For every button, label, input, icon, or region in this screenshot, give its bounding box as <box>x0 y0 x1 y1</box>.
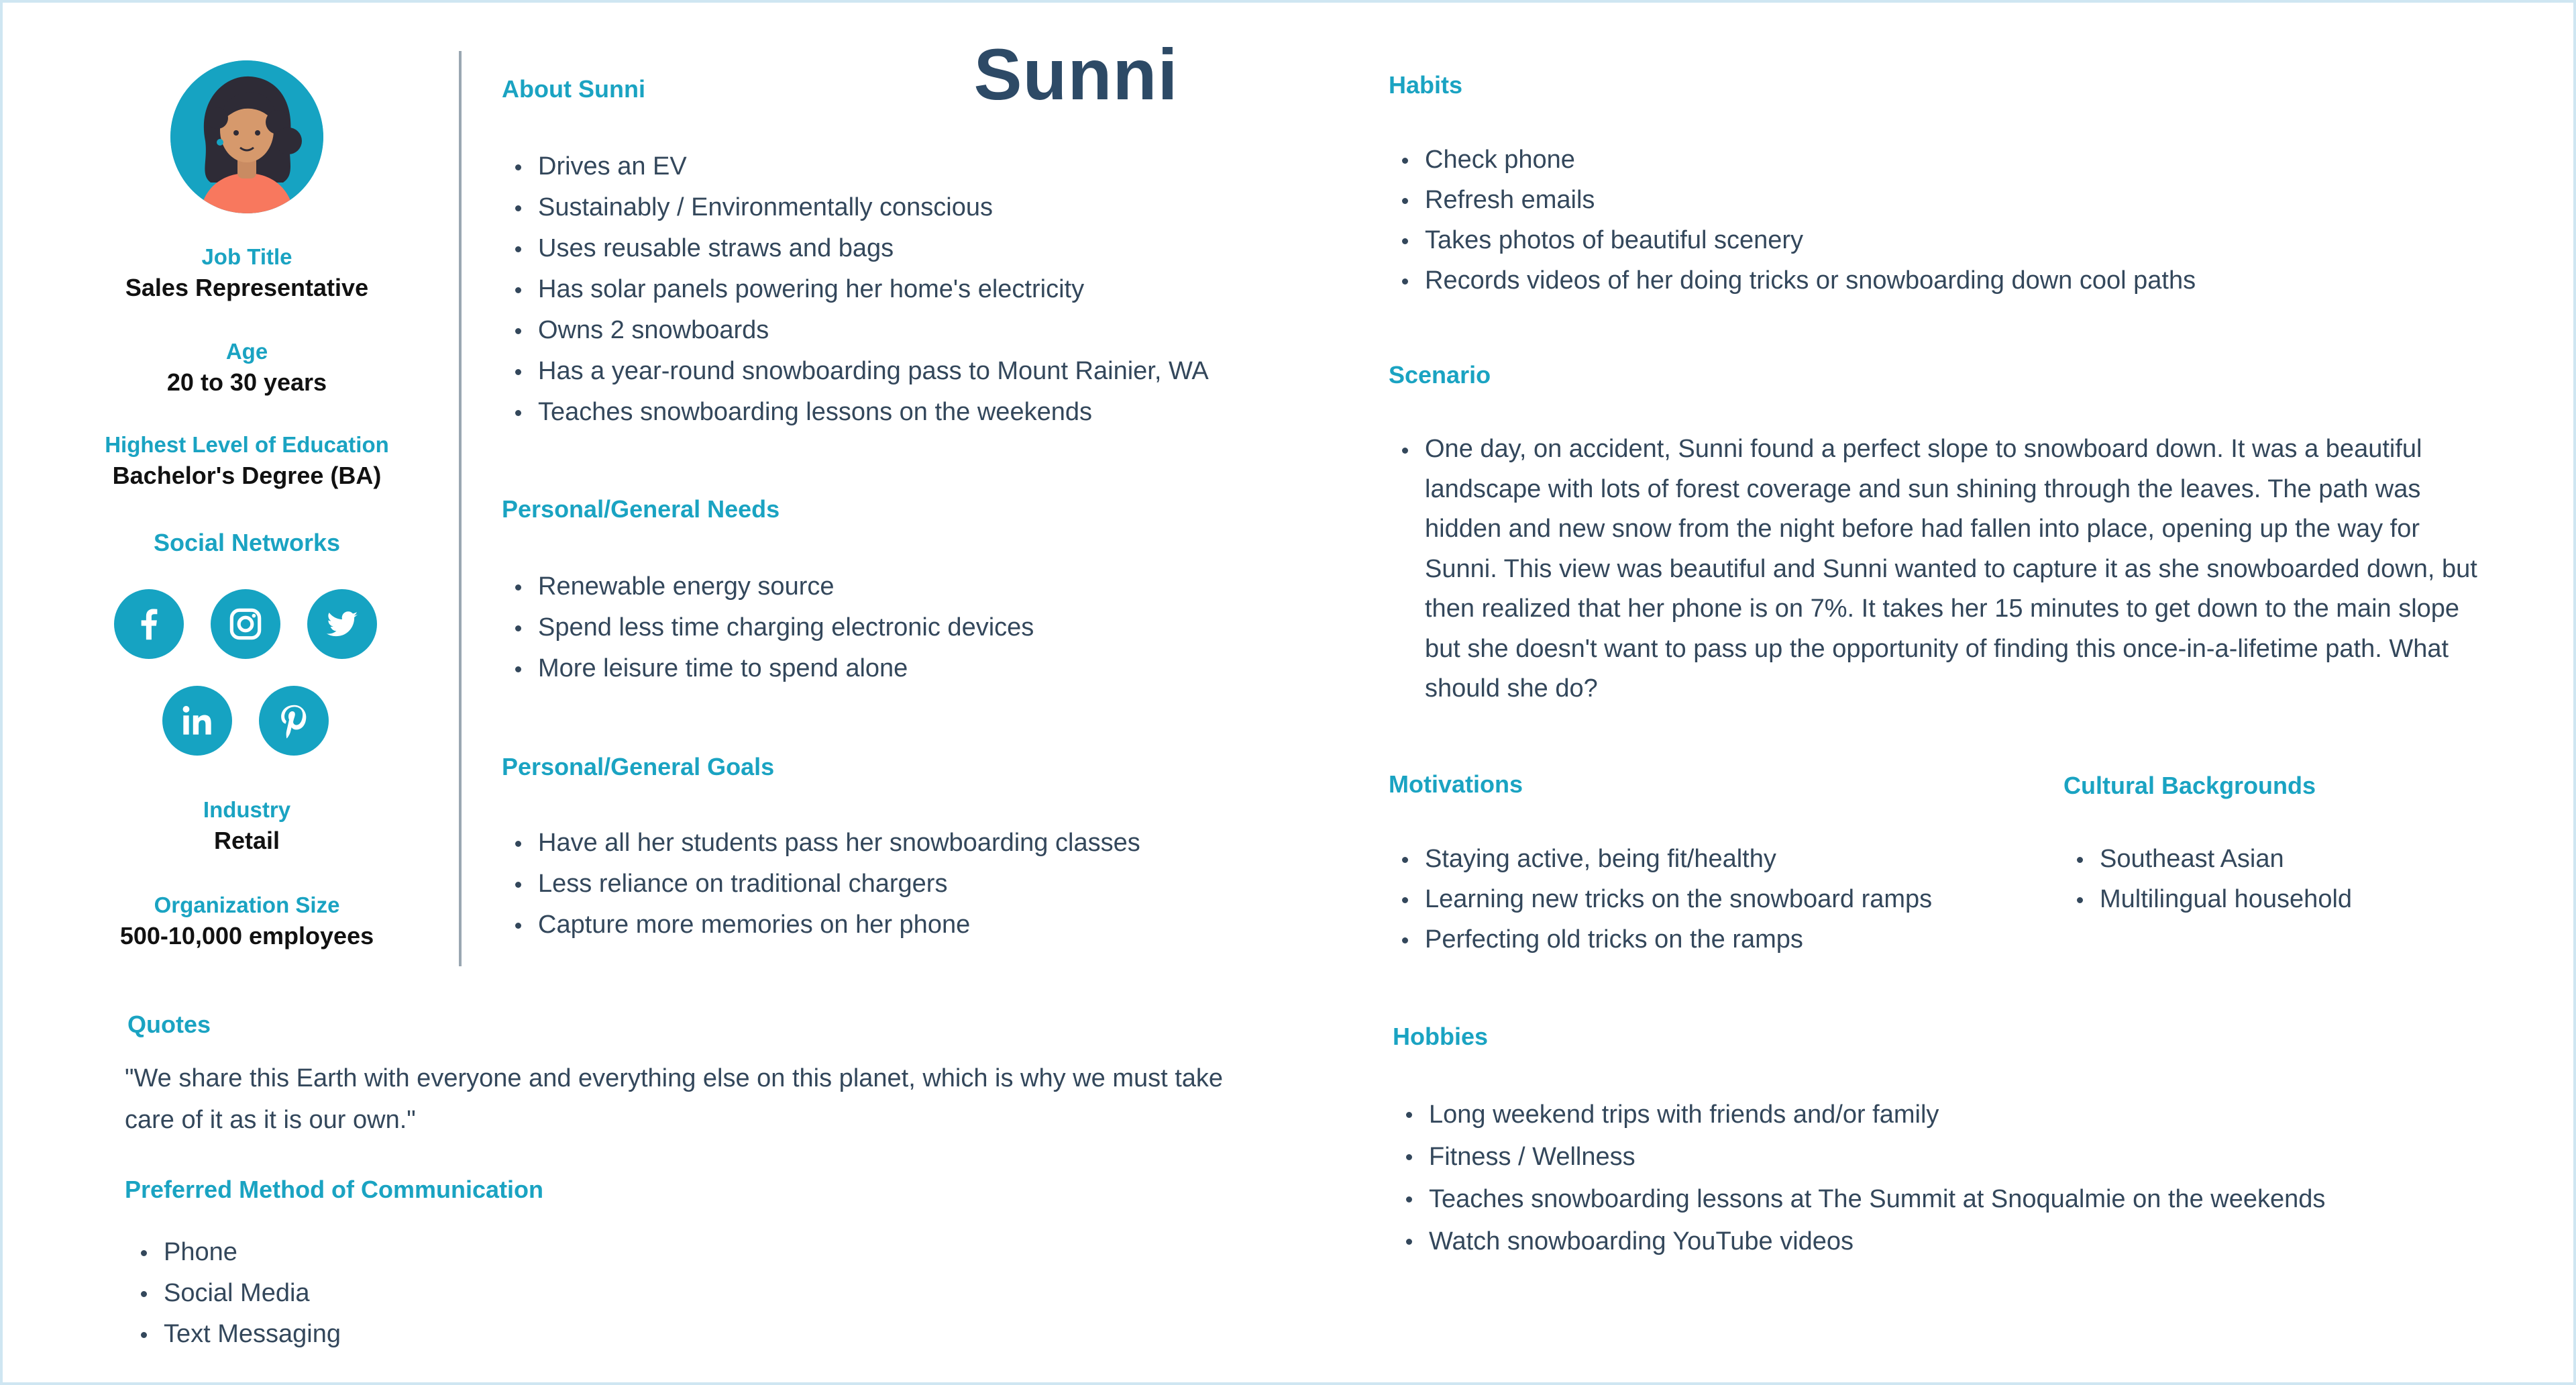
communication-heading: Preferred Method of Communication <box>125 1176 544 1203</box>
age-field <box>70 339 424 397</box>
list-item: Teaches snowboarding lessons on the weekends <box>502 392 1209 433</box>
list-item: Owns 2 snowboards <box>502 310 1209 351</box>
list-item: Drives an EV <box>502 146 1209 187</box>
linkedin-icon[interactable] <box>162 686 232 756</box>
list-item: Fitness / Wellness <box>1393 1136 2325 1178</box>
about-heading: About Sunni <box>502 75 645 103</box>
list-item: Refresh emails <box>1389 180 2196 220</box>
scenario-list <box>1389 429 2482 709</box>
social-networks-field <box>70 529 424 557</box>
list-item: Southeast Asian <box>2063 839 2352 879</box>
pinterest-icon[interactable] <box>259 686 329 756</box>
page-title: Sunni <box>973 34 1179 115</box>
organization-size-label: Organization Size <box>154 892 340 917</box>
needs-heading: Personal/General Needs <box>502 495 780 523</box>
list-item: Check phone <box>1389 140 2196 180</box>
industry-label: Industry <box>203 797 291 822</box>
list-item: Learning new tricks on the snowboard ramps <box>1389 879 1932 919</box>
job-title-label: Job Title <box>201 244 292 269</box>
organization-size-value: 500-10,000 employees <box>119 922 374 950</box>
list-item: Text Messaging <box>127 1314 341 1355</box>
needs-list <box>502 566 1034 689</box>
motivations-list <box>1389 839 1932 960</box>
list-item: Has a year-round snowboarding pass to Mount Rainier, WA <box>502 351 1209 392</box>
organization-size-field <box>70 892 424 950</box>
hobbies-list <box>1393 1094 2325 1263</box>
list-item: Spend less time charging electronic devices <box>502 607 1034 648</box>
communication-list <box>127 1232 341 1355</box>
education-value: Bachelor's Degree (BA) <box>112 462 382 489</box>
list-item: Staying active, being fit/healthy <box>1389 839 1932 879</box>
age-label: Age <box>225 339 268 364</box>
cultural-heading: Cultural Backgrounds <box>2063 772 2316 799</box>
list-item: Less reliance on traditional chargers <box>502 864 1140 905</box>
list-item: Watch snowboarding YouTube videos <box>1393 1221 2325 1263</box>
industry-value: Retail <box>213 827 280 854</box>
facebook-icon[interactable] <box>114 589 184 659</box>
vertical-divider <box>459 51 462 966</box>
goals-heading: Personal/General Goals <box>502 753 775 780</box>
avatar-illustration <box>170 60 323 213</box>
list-item: More leisure time to spend alone <box>502 648 1034 689</box>
education-field <box>70 432 424 490</box>
avatar <box>170 60 323 213</box>
scenario-heading: Scenario <box>1389 361 1491 389</box>
scenario-text: One day, on accident, Sunni found a perfect slope to snowboard down. It was a beautiful landscape with lots of forest coverage and sun shining through the leaves. The path was hidden and new snow from the night before had fallen into place, opening up the way for Sunni. This view was beautiful and Sunni wanted to capture it as she snowboarded down, but then realized that her phone is on 7%. It takes her 15 minutes to get down to the main slope but she doesn't want to pass up the opportunity of finding this once-in-a-lifetime path. What should she do? <box>1389 429 2482 709</box>
list-item: Sustainably / Environmentally conscious <box>502 187 1209 228</box>
age-value: 20 to 30 years <box>166 368 327 396</box>
list-item: Renewable energy source <box>502 566 1034 607</box>
job-title-field <box>70 244 424 302</box>
quotes-heading: Quotes <box>127 1011 211 1038</box>
list-item: Teaches snowboarding lessons at The Summit at Snoqualmie on the weekends <box>1393 1178 2325 1221</box>
list-item: Long weekend trips with friends and/or family <box>1393 1094 2325 1136</box>
hobbies-heading: Hobbies <box>1393 1023 1489 1050</box>
job-title-value: Sales Representative <box>125 274 369 301</box>
list-item: Social Media <box>127 1273 341 1314</box>
quote-text: "We share this Earth with everyone and everything else on this planet, which is why we must take care of it as it is our own." <box>125 1064 1224 1134</box>
list-item: Uses reusable straws and bags <box>502 228 1209 269</box>
twitter-icon[interactable] <box>307 589 377 659</box>
list-item: Takes photos of beautiful scenery <box>1389 220 2196 260</box>
motivations-heading: Motivations <box>1389 770 1523 798</box>
list-item: Multilingual household <box>2063 879 2352 919</box>
list-item: Capture more memories on her phone <box>502 905 1140 945</box>
cultural-list <box>2063 839 2352 919</box>
list-item: Phone <box>127 1232 341 1273</box>
social-networks-label: Social Networks <box>153 529 341 556</box>
list-item: Has solar panels powering her home's electricity <box>502 269 1209 310</box>
goals-list <box>502 823 1140 945</box>
list-item: Perfecting old tricks on the ramps <box>1389 919 1932 960</box>
list-item: Have all her students pass her snowboarding classes <box>502 823 1140 864</box>
profile-sidebar <box>70 60 424 950</box>
industry-field <box>70 797 424 855</box>
habits-list <box>1389 140 2196 301</box>
habits-heading: Habits <box>1389 71 1463 99</box>
education-label: Highest Level of Education <box>105 432 389 457</box>
list-item: Records videos of her doing tricks or snowboarding down cool paths <box>1389 260 2196 301</box>
about-list <box>502 146 1209 433</box>
instagram-icon[interactable] <box>211 589 280 659</box>
